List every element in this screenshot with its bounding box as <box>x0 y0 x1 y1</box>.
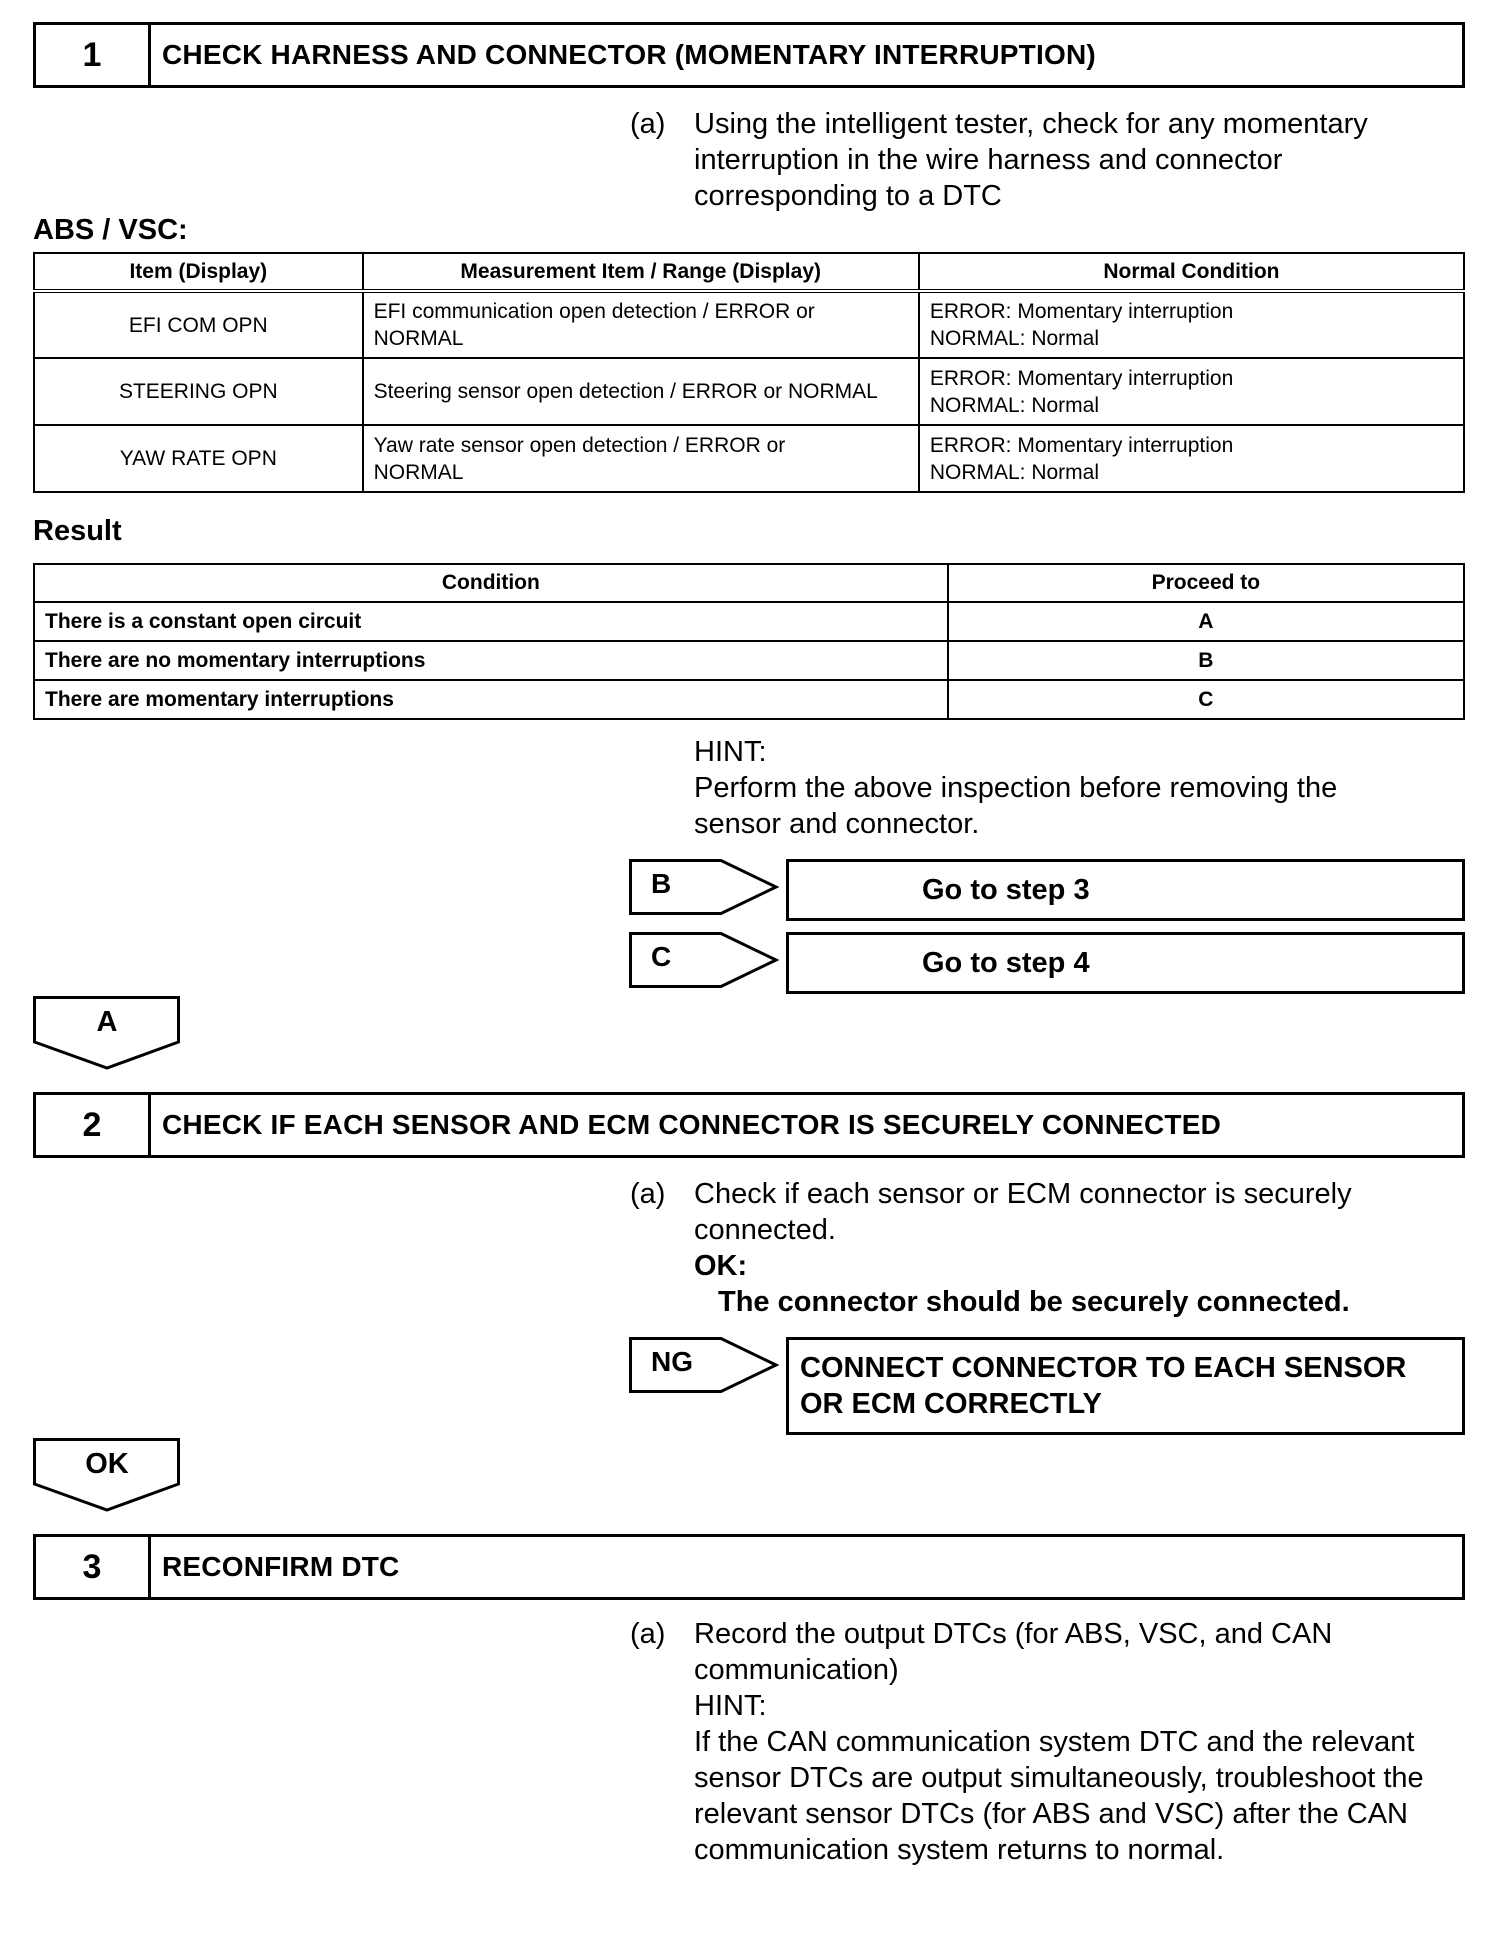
hint-label: HINT: <box>694 736 767 768</box>
text-line: relevant sensor DTCs (for ABS and VSC) after the CAN <box>694 1798 1408 1830</box>
text-line: sensor and connector. <box>694 808 980 840</box>
proceed-cell: C <box>948 680 1464 719</box>
branch-ng-label: NG <box>651 1346 693 1377</box>
step-3-header <box>33 1534 1465 1600</box>
column-header: Proceed to <box>948 564 1464 602</box>
text-line: communication) <box>694 1654 899 1686</box>
ng-action-line: CONNECT CONNECTOR TO EACH SENSOR <box>800 1352 1407 1384</box>
text-line: corresponding to a DTC <box>694 180 1002 212</box>
text-line: If the CAN communication system DTC and the relevant <box>694 1726 1415 1758</box>
result-table <box>33 563 1465 720</box>
item-label: (a) <box>630 1178 666 1210</box>
branch-ok-label: OK <box>85 1448 129 1480</box>
normal-cell <box>919 358 1464 425</box>
ng-action-box[interactable] <box>786 1337 1465 1435</box>
step-title: RECONFIRM DTC <box>162 1551 400 1582</box>
go-to-step-3[interactable]: Go to step 3 <box>786 859 1465 921</box>
abs-vsc-heading: ABS / VSC: <box>33 214 188 246</box>
ok-label: OK: <box>694 1250 748 1282</box>
cell-line: NORMAL: Normal <box>929 460 1100 484</box>
hint-label: HINT: <box>694 1690 767 1722</box>
step-3-instruction <box>694 1616 1424 1868</box>
measurement-cell <box>363 358 919 425</box>
branch-a-label: A <box>96 1006 118 1038</box>
text-line: interruption in the wire harness and connector <box>694 144 1283 176</box>
cell-line: EFI communication open detection / ERROR or <box>373 300 815 323</box>
step-title: CHECK HARNESS AND CONNECTOR (MOMENTARY INTERRUPTION) <box>162 39 1096 70</box>
step-1-header <box>33 22 1465 88</box>
branch-ok-down-tag <box>33 1438 181 1512</box>
step-title: CHECK IF EACH SENSOR AND ECM CONNECTOR IS SECURELY CONNECTED <box>162 1109 1222 1140</box>
branch-a-down-tag <box>33 996 181 1070</box>
column-header: Normal Condition <box>919 253 1464 291</box>
hint-block <box>694 734 1337 842</box>
branch-b-label: B <box>651 868 672 899</box>
table-row <box>34 602 1464 641</box>
condition-cell: There are momentary interruptions <box>34 680 948 719</box>
column-header: Condition <box>34 564 948 602</box>
ng-action-line: OR ECM CORRECTLY <box>800 1388 1102 1420</box>
condition-cell: There are no momentary interruptions <box>34 641 948 680</box>
item-cell: EFI COM OPN <box>34 291 363 358</box>
go-to-step-4[interactable]: Go to step 4 <box>786 932 1465 994</box>
condition-cell: There is a constant open circuit <box>34 602 948 641</box>
normal-cell <box>919 291 1464 358</box>
text-line: Using the intelligent tester, check for any momentary <box>694 108 1368 140</box>
text-line: communication system returns to normal. <box>694 1834 1225 1866</box>
text-line: sensor DTCs are output simultaneously, troubleshoot the <box>694 1762 1424 1794</box>
step-number: 2 <box>36 1095 151 1155</box>
item-cell: STEERING OPN <box>34 358 363 425</box>
cell-line: NORMAL: Normal <box>929 327 1100 350</box>
cell-line: Steering sensor open detection / ERROR or NORMAL <box>373 380 878 403</box>
table-row <box>34 291 1464 358</box>
normal-cell <box>919 425 1464 492</box>
step-2-header <box>33 1092 1465 1158</box>
result-heading: Result <box>33 515 122 547</box>
text-line: connected. <box>694 1214 836 1246</box>
measurement-cell <box>363 425 919 492</box>
proceed-cell: B <box>948 641 1464 680</box>
table-header-row <box>34 564 1464 602</box>
cell-line: NORMAL <box>373 460 464 484</box>
text-line: Record the output DTCs (for ABS, VSC, and CAN <box>694 1618 1333 1650</box>
proceed-cell: A <box>948 602 1464 641</box>
table-row <box>34 680 1464 719</box>
abs-vsc-table <box>33 252 1465 493</box>
cell-line: NORMAL: Normal <box>929 393 1100 417</box>
column-header: Measurement Item / Range (Display) <box>363 253 919 291</box>
branch-b-tag <box>629 859 779 915</box>
branch-ng-tag <box>629 1337 779 1393</box>
branch-c-tag <box>629 932 779 988</box>
cell-line: ERROR: Momentary interruption <box>929 433 1234 457</box>
item-label: (a) <box>630 108 666 140</box>
item-cell: YAW RATE OPN <box>34 425 363 492</box>
text-line: Check if each sensor or ECM connector is securely <box>694 1178 1352 1210</box>
cell-line: ERROR: Momentary interruption <box>929 300 1234 323</box>
step-number: 1 <box>36 25 151 85</box>
table-header-row <box>34 253 1464 291</box>
step-number: 3 <box>36 1537 151 1597</box>
cell-line: ERROR: Momentary interruption <box>929 366 1234 390</box>
branch-c-label: C <box>651 941 672 972</box>
step-1-instruction <box>694 106 1368 214</box>
item-label: (a) <box>630 1618 666 1650</box>
table-row <box>34 358 1464 425</box>
step-2-instruction <box>694 1176 1352 1320</box>
table-row <box>34 641 1464 680</box>
text-line: Perform the above inspection before removing the <box>694 772 1338 804</box>
cell-line: NORMAL <box>373 327 464 350</box>
ok-text: The connector should be securely connected. <box>718 1286 1350 1318</box>
measurement-cell <box>363 291 919 358</box>
column-header: Item (Display) <box>34 253 363 291</box>
table-row <box>34 425 1464 492</box>
cell-line: Yaw rate sensor open detection / ERROR or <box>373 433 786 457</box>
